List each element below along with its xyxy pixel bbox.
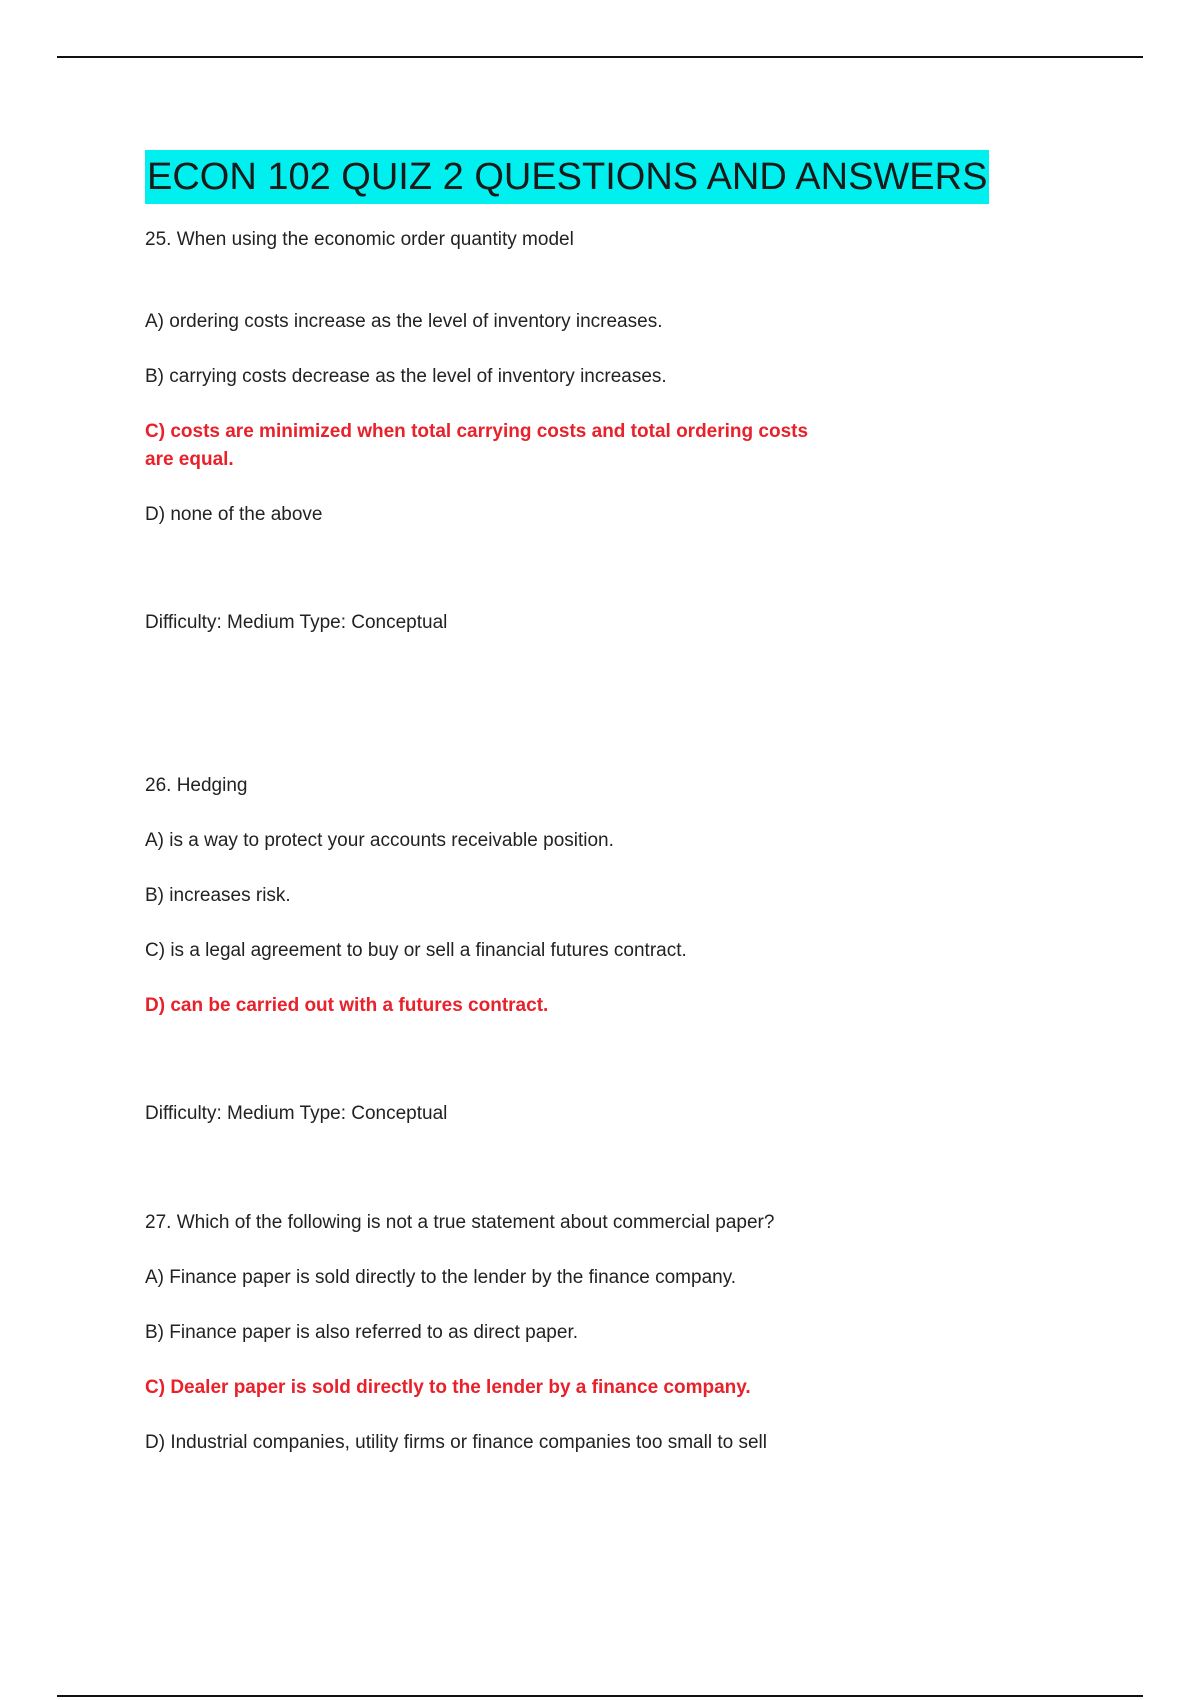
question-25-option-b: B) carrying costs decrease as the level of inventory increases.	[145, 366, 667, 387]
question-27-option-b: B) Finance paper is also referred to as direct paper.	[145, 1322, 579, 1343]
question-27-option-c-correct: C) Dealer paper is sold directly to the lender by a finance company.	[145, 1377, 751, 1398]
question-26-option-d-correct: D) can be carried out with a futures contract.	[145, 995, 549, 1016]
footer-rule	[57, 1695, 1143, 1697]
header-rule	[57, 56, 1143, 58]
question-25-option-c-correct: C) costs are minimized when total carrying costs and total ordering costs are equal.	[145, 421, 809, 470]
question-27-option-a: A) Finance paper is sold directly to the lender by the finance company.	[145, 1267, 737, 1288]
question-27-text: 27. Which of the following is not a true statement about commercial paper?	[145, 1212, 775, 1233]
question-26-option-c: C) is a legal agreement to buy or sell a financial futures contract.	[145, 940, 687, 961]
question-25-option-d: D) none of the above	[145, 504, 323, 525]
question-26-option-a: A) is a way to protect your accounts receivable position.	[145, 830, 614, 851]
question-25-text: 25. When using the economic order quantity model	[145, 229, 574, 250]
question-26-option-b: B) increases risk.	[145, 885, 291, 906]
question-26-text: 26. Hedging	[145, 775, 248, 796]
document-body	[145, 150, 1145, 1457]
question-25-option-a: A) ordering costs increase as the level of inventory increases.	[145, 311, 663, 332]
question-27-option-d: D) Industrial companies, utility firms or finance companies too small to sell	[145, 1432, 767, 1453]
document-title: ECON 102 QUIZ 2 QUESTIONS AND ANSWERS	[145, 150, 989, 204]
question-25-meta: Difficulty: Medium Type: Conceptual	[145, 612, 448, 633]
question-26-meta: Difficulty: Medium Type: Conceptual	[145, 1103, 448, 1124]
